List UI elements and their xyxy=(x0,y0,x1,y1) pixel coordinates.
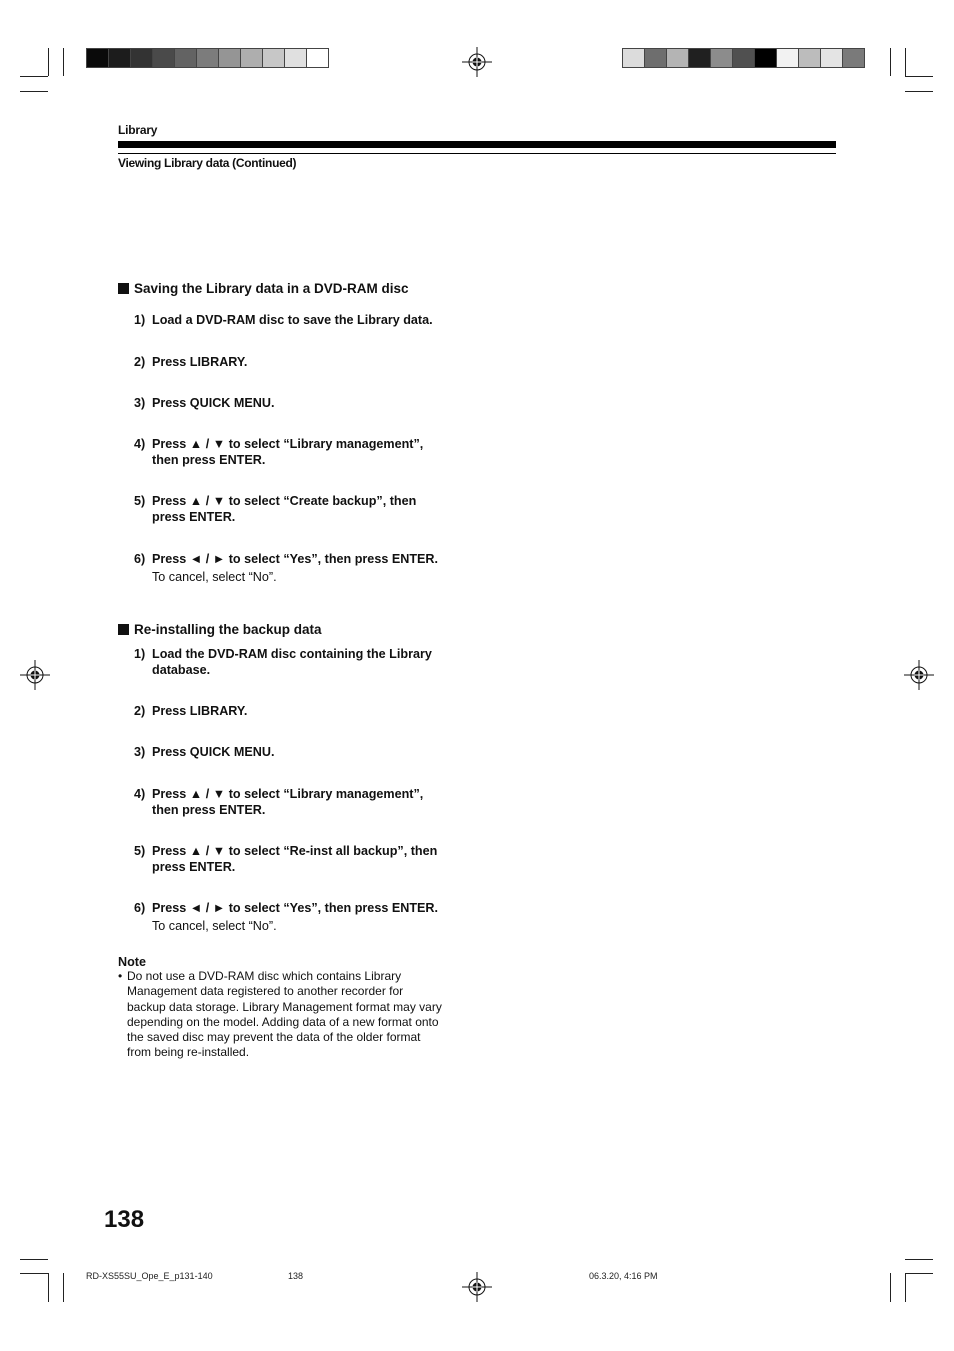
list-item: 6) Press ◄ / ► to select “Yes”, then press ENTER. To cancel, select “No”. xyxy=(134,552,439,584)
square-bullet-icon xyxy=(118,283,129,294)
color-swatch xyxy=(776,48,799,68)
color-swatch xyxy=(842,48,865,68)
list-item: 4) Press ▲ / ▼ to select “Library management”, then press ENTER. xyxy=(134,437,424,467)
color-swatch xyxy=(174,48,197,68)
square-bullet-icon xyxy=(118,624,129,635)
list-item: 6) Press ◄ / ► to select “Yes”, then press ENTER. To cancel, select “No”. xyxy=(134,901,439,933)
color-swatch xyxy=(666,48,689,68)
page-subtitle: Viewing Library data (Continued) xyxy=(118,156,297,170)
list-item: 1) Load the DVD-RAM disc containing the Library database. xyxy=(134,647,432,677)
color-swatch xyxy=(218,48,241,68)
list-item: 2) Press LIBRARY. xyxy=(134,355,248,369)
color-swatch xyxy=(108,48,131,68)
footer-filename: RD-XS55SU_Ope_E_p131-140 xyxy=(86,1271,213,1281)
color-swatch xyxy=(152,48,175,68)
steps-saving xyxy=(118,312,478,602)
list-item: 3) Press QUICK MENU. xyxy=(134,745,275,759)
footer-timestamp: 06.3.20, 4:16 PM xyxy=(589,1271,658,1281)
color-swatch xyxy=(732,48,755,68)
page-number: 138 xyxy=(104,1206,145,1233)
registration-mark-icon xyxy=(904,660,934,690)
list-item: 1) Load a DVD-RAM disc to save the Library data. xyxy=(134,313,433,327)
list-item: 4) Press ▲ / ▼ to select “Library management”, then press ENTER. xyxy=(134,787,424,817)
color-swatch xyxy=(306,48,329,68)
note-title: Note xyxy=(118,955,146,969)
color-swatch xyxy=(86,48,109,68)
note-body: • Do not use a DVD-RAM disc which contains Library Management data registered to another recorder for backup data storage. Library Management format may vary depending on the model. Adding data of a new format onto the saved disc may prevent the data of the older format from being re-installed. xyxy=(118,969,442,1060)
color-swatch xyxy=(284,48,307,68)
section-heading-text: Saving the Library data in a DVD-RAM disc xyxy=(134,281,409,296)
list-item: 5) Press ▲ / ▼ to select “Re-inst all backup”, then press ENTER. xyxy=(134,844,438,874)
section-heading-text: Re-installing the backup data xyxy=(134,622,322,637)
color-swatch xyxy=(196,48,219,68)
list-item: 3) Press QUICK MENU. xyxy=(134,396,275,410)
color-swatch xyxy=(240,48,263,68)
color-swatch xyxy=(798,48,821,68)
registration-mark-icon xyxy=(462,47,492,77)
section-heading xyxy=(118,281,478,296)
list-item: 2) Press LIBRARY. xyxy=(134,704,248,718)
list-item: 5) Press ▲ / ▼ to select “Create backup”, then press ENTER. xyxy=(134,494,417,524)
section-title: Library xyxy=(118,123,158,137)
steps-reinstalling xyxy=(118,646,478,946)
header-rule-thin xyxy=(118,153,836,154)
section-reinstalling-backup xyxy=(118,622,478,637)
footer-page: 138 xyxy=(288,1271,304,1281)
section-saving-library xyxy=(118,281,478,296)
note-block xyxy=(118,955,478,1061)
header-rule-thick xyxy=(118,141,836,148)
color-swatch xyxy=(688,48,711,68)
color-swatch xyxy=(262,48,285,68)
color-swatch xyxy=(644,48,667,68)
section-heading xyxy=(118,622,478,637)
registration-mark-icon xyxy=(462,1272,492,1302)
color-swatch xyxy=(130,48,153,68)
color-swatch xyxy=(710,48,733,68)
color-swatch xyxy=(754,48,777,68)
registration-mark-icon xyxy=(20,660,50,690)
color-swatch xyxy=(622,48,645,68)
color-swatch xyxy=(820,48,843,68)
